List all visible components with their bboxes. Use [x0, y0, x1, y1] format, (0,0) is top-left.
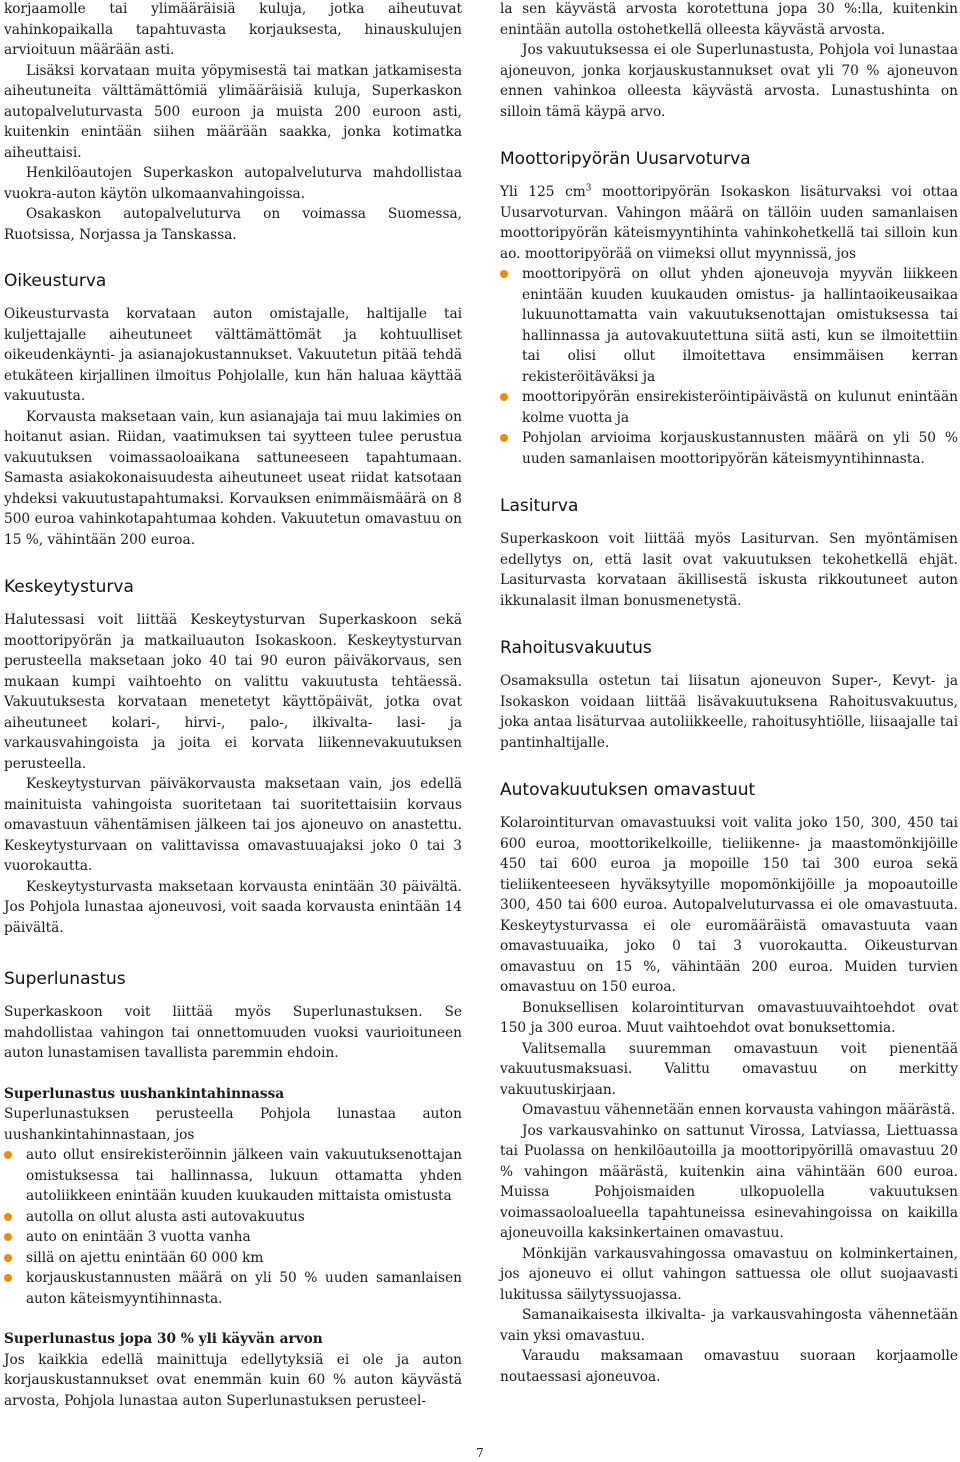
oikeusturva-paragraph: Oikeusturvasta korvataan auton omistajalle, haltijalle tai kuljettajalle aiheutuneet välttämättömät ja kohtuulliset oikeudenkäynti- ja asianajokustannukset. Vakuutetun pitää tehdä etukäteen kirjallinen ilmoitus Pohjolalle, kun hän haluaa käyttää vakuutusta.	[4, 306, 462, 404]
list-item: auto ollut ensirekisteröinnin jälkeen vain vakuutuksenottajan omistuksessa tai hallinnassa, lukuun ottamatta yhden autoliikkeen enintään kuuden kuukauden mittaista omistusta	[4, 1145, 462, 1207]
keskeytysturva-paragraph: Keskeytysturvan päiväkorvausta maksetaan vain, jos edellä mainituista vahingoista suoritetaan tai suoritettaisiin korvaus omavastuun vähentämisen jälkeen tai jos ajoneuvo on anastettu. Keskeytysturvaan on valittavissa omavastuuajaksi joko 0 tai 3 vuorokautta.	[4, 776, 462, 874]
omavastuu-heading: Autovakuutuksen omavastuut	[500, 780, 756, 800]
list-item: Pohjolan arvioima korjauskustannusten määrä on yli 50 % uuden samanlaisen moottoripyörän käteismyyntihinnasta.	[500, 428, 958, 469]
omavastuu-paragraph: Omavastuu vähennetään ennen korvausta vahingon määrästä.	[522, 1102, 956, 1118]
list-item: korjauskustannusten määrä on yli 50 % uuden samanlaisen auton käteismyyntihinnasta.	[4, 1268, 462, 1309]
rahoitus-paragraph: Osamaksulla ostetun tai liisatun ajoneuvon Super-, Kevyt- ja Isokaskon voidaan liittää lisävakuutuksena Rahoitusvakuutus, joka antaa lisäturvaa autoliikkeelle, rahoitusyhtiölle, liisaajalle tai pantinhaltijalle.	[500, 673, 958, 751]
list-item: moottoripyörä on ollut yhden ajoneuvoja myyvän liikkeen enintään kuuden kuukauden omistus- ja hallintaoikeusaikaa lukuunottamatta vain vakuutuksenottajan omistuksessa tai hallinnassa ja autovakuutettuna siitä asti, kun se ilmoitettiin tai olisi ollut ilmoitettava ensimmäisen kerran rekisteröitäväksi ja	[500, 264, 958, 387]
keskeytysturva-paragraph: Keskeytysturvasta maksetaan korvausta enintään 30 päivältä. Jos Pohjola lunastaa ajoneuvosi, voit saada korvausta enintään 14 päivältä.	[4, 878, 462, 936]
list-item: sillä on ajettu enintään 60 000 km	[4, 1248, 462, 1269]
intro-paragraph: Jos vakuutuksessa ei ole Superlunastusta, Pohjola voi lunastaa ajoneuvon, jonka korjauskustannukset ovat yli 70 % ajoneuvon ennen vahinkoa olleesta käyvästä arvosta. Lunastushinta on silloin tämä käypä arvo.	[500, 42, 958, 120]
intro-paragraph: Lisäksi korvataan muita yöpymisestä tai matkan jatkamisesta aiheutuneita välttämättömiä ylimääräisiä kuluja, Superkaskon autopalveluturvasta 500 euroon ja muista 200 euroon asti, kuitenkin enintään siihen määrään saakka, jonka kotimatka aiheuttaisi.	[4, 62, 462, 161]
left-column	[4, 0, 462, 1411]
omavastuu-paragraph: Mönkijän varkausvahingossa omavastuu on kolminkertainen, jos ajoneuvo ei ollut vahingon sattuessa ole ollut suojaavasti lukitussa säilytyssuojassa.	[500, 1245, 958, 1303]
intro-paragraph: Osakaskon autopalveluturva on voimassa Suomessa, Ruotsissa, Norjassa ja Tanskassa.	[4, 206, 462, 243]
keskeytysturva-heading: Keskeytysturva	[4, 577, 134, 597]
omavastuu-paragraph: Jos varkausvahinko on sattunut Virossa, Latviassa, Liettuassa tai Puolassa on henkilöautoilla ja moottoripyörillä omavastuu 20 % vahingon määrästä, kuitenkin aina vähintään 600 euroa. Muissa Pohjoismaiden ulkopuolella vakuutuksen voimassaoloalueella tapahtuneissa esinevahingoissa on kaikilla ajoneuvoilla kaksinkertainen omavastuu.	[500, 1122, 958, 1241]
oikeusturva-paragraph: Korvausta maksetaan vain, kun asianajaja tai muu lakimies on hoitanut asian. Riidan, vaatimuksen tai syytteen tulee perustua vakuutuksen voimassaoloaikana sattuneeseen tapahtumaan. Samasta asiakokonaisuudesta aiheutuneet useat riidat katsotaan yhdeksi vakuutustapahtumaksi. Korvauksen enimmäismäärä on 8 500 euroa vahinkotapahtumaa kohden. Vakuutetun omavastuu on 15 %, vähintään 200 euroa.	[4, 408, 462, 548]
superlunastus-bullet-list	[4, 1145, 462, 1309]
intro-paragraph: la sen käyvästä arvosta korotettuna jopa 30 %:lla, kuitenkin enintään autolla ostohetkellä olleesta käyvästä arvosta.	[500, 1, 958, 38]
moottoripyora-text-b: moottoripyörän Isokaskon lisäturvaksi voi ottaa Uusarvoturvan. Vahingon määrä on tällöin uuden samanlaisen moottoripyörän käteismyyntihinta vahinkohetkellä tai silloin kun ao. moottoripyörää on viimeksi ollut myynnissä, jos	[500, 184, 958, 262]
keskeytysturva-paragraph: Halutessasi voit liittää Keskeytysturvan Superkaskoon sekä moottoripyörän ja matkailuauton Isokaskoon. Keskeytysturvan perusteella maksetaan joko 40 tai 90 euron päiväkorvaus, sen mukaan kumpi vaihtoehto on valittu vakuutusta tehtäessä. Vakuutuksesta korvataan menetetyt käyttöpäivät, jotka ovat aiheutuneet kolari-, hirvi-, palo-, ilkivalta- lasi- ja varkausvahingoista ja joita ei korvata liikennevakuutuksen perusteella.	[4, 612, 462, 772]
intro-paragraph: Henkilöautojen Superkaskon autopalveluturva mahdollistaa vuokra-auton käytön ulkomaanvahingoissa.	[4, 165, 462, 202]
superlunastus-sub1-heading: Superlunastus uushankintahinnassa	[4, 1085, 285, 1102]
lasiturva-paragraph: Superkaskoon voit liittää myös Lasiturvan. Sen myöntämisen edellytys on, että lasit ovat vakuutuksen tekohetkellä ehjät. Lasiturvasta korvataan äkillisestä iskusta rikkoutuneet auton ikkunalasit ilman bonusmenetystä.	[500, 531, 958, 609]
cubic-superscript: 3	[585, 183, 592, 194]
omavastuu-paragraph: Samanaikaisesta ilkivalta- ja varkausvahingosta vähennetään vain yksi omavastuu.	[500, 1307, 958, 1344]
oikeusturva-heading: Oikeusturva	[4, 271, 107, 291]
rahoitus-heading: Rahoitusvakuutus	[500, 638, 652, 658]
omavastuu-paragraph: Valitsemalla suuremman omavastuun voit pienentää vakuutusmaksuasi. Valittu omavastuu on merkitty vakuutuskirjaan.	[500, 1040, 958, 1098]
list-item: moottoripyörän ensirekisteröintipäivästä on kulunut enintään kolme vuotta ja	[500, 387, 958, 428]
moottoripyora-paragraph	[500, 182, 958, 264]
moottoripyora-bullet-list	[500, 264, 958, 469]
omavastuu-paragraph: Bonuksellisen kolarointiturvan omavastuuvaihtoehdot ovat 150 ja 300 euroa. Muut vaihtoehdot ovat bonuksettomia.	[500, 999, 958, 1036]
superlunastus-sub2-heading: Superlunastus jopa 30 % yli käyvän arvon	[4, 1331, 323, 1347]
omavastuu-paragraph: Kolarointiturvan omavastuuksi voit valita joko 150, 300, 450 tai 600 euroa, moottorikelkoille, tieliikenne- ja maastomönkijöille 450 tai 600 euroa ja mopoille 150 tai 300 euroa sekä tieliikenteeseen hyväksytyille mopomönkijöille ja mopoautoille 300, 450 tai 600 euroa. Autopalveluturvassa ei ole omavastuuta. Keskeytysturvassa ei ole euromääräistä omavastuuta vaan omavastuuaika, joko 0 tai 3 vuorokautta. Oikeusturvan omavastuu on 15 %, vähintään 200 euroa. Muiden turvien omavastuu on 150 euroa.	[500, 815, 958, 995]
intro-paragraph: korjaamolle tai ylimääräisiä kuluja, jotka aiheutuvat vahinkopaikalla tapahtuvasta korjauksesta, hinauskulujen arvioituun määrään asti.	[4, 1, 462, 58]
right-column	[500, 0, 958, 1387]
page-number: 7	[476, 1446, 484, 1460]
lasiturva-heading: Lasiturva	[500, 496, 579, 516]
moottoripyora-heading: Moottoripyörän Uusarvoturva	[500, 149, 751, 169]
moottoripyora-text-a: Yli 125 cm	[500, 184, 586, 200]
superlunastus-sub1-text: Superlunastuksen perusteella Pohjola lunastaa auton uushankintahinnastaan, jos	[4, 1106, 462, 1143]
superlunastus-heading: Superlunastus	[4, 969, 126, 989]
superlunastus-intro: Superkaskoon voit liittää myös Superlunastuksen. Se mahdollistaa vahingon tai onnettomuuden vuoksi vaurioituneen auton lunastamisen tavallista paremmin ehdoin.	[4, 1004, 462, 1061]
list-item: auto on enintään 3 vuotta vanha	[4, 1227, 462, 1248]
superlunastus-sub2-text: Jos kaikkia edellä mainittuja edellytyksiä ei ole ja auton korjauskustannukset ovat enemmän kuin 60 % auton käyvästä arvosta, Pohjola lunastaa auton Superlunastuksen perusteel-	[4, 1351, 462, 1409]
list-item: autolla on ollut alusta asti autovakuutus	[4, 1207, 462, 1228]
omavastuu-paragraph: Varaudu maksamaan omavastuu suoraan korjaamolle noutaessasi ajoneuvoa.	[500, 1348, 958, 1385]
